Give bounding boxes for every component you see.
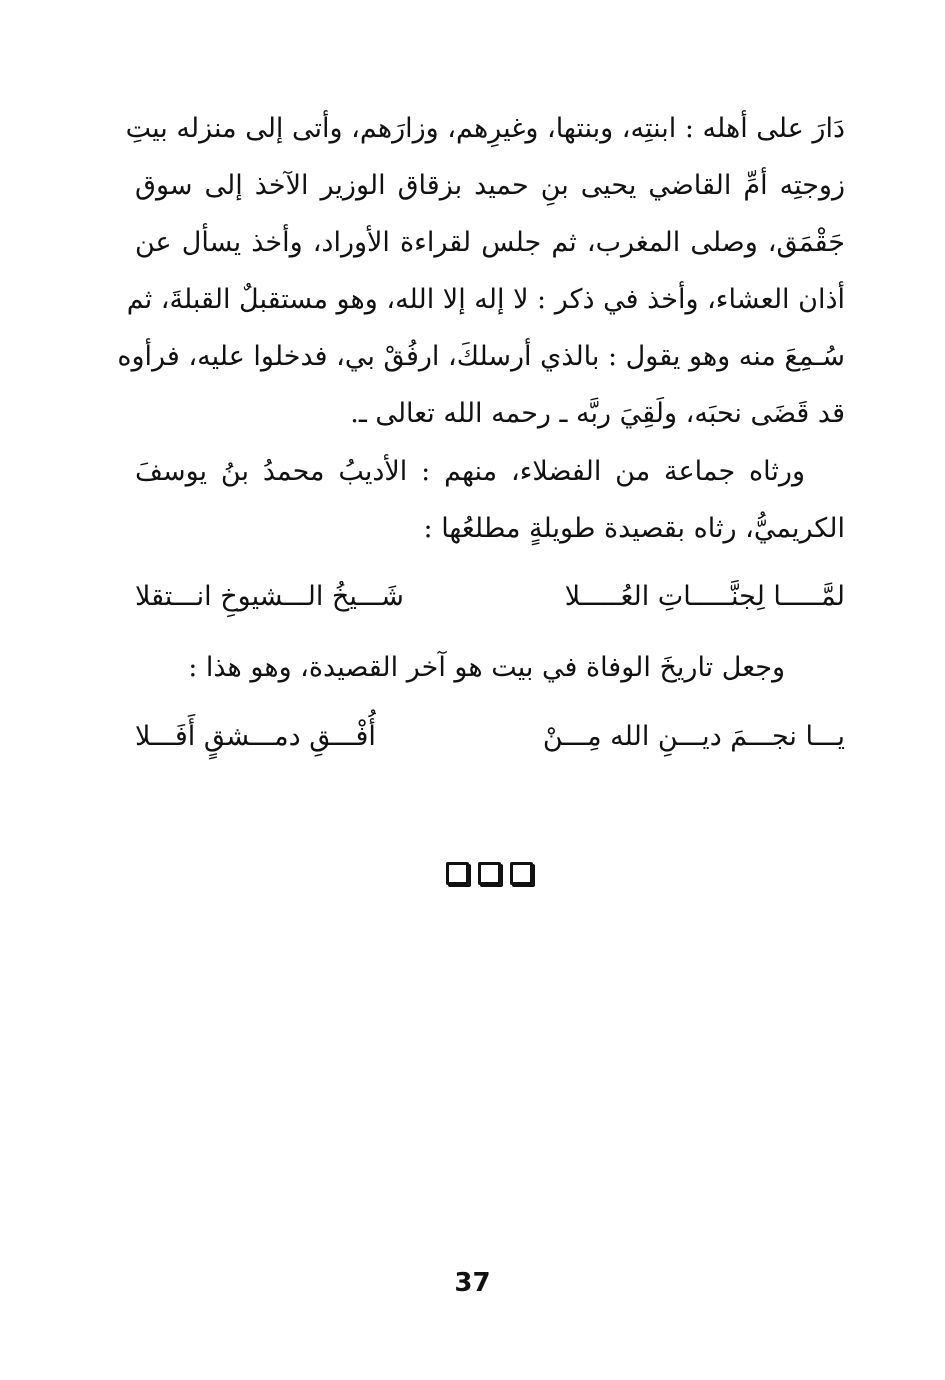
paragraph-death-account [117,100,845,442]
paragraph-elegy-intro [135,443,845,557]
text-line: الكريميُّ، رثاه بقصيدة طويلةٍ مطلعُها : [423,513,845,544]
verse-second-hemistich: أُفْـــقِ دمـــشقٍ أَفَـــلا [135,721,376,752]
square-ornament-icon [510,862,533,885]
verse-first-hemistich: يـــا نجـــمَ ديـــنِ الله مِـــنْ [542,721,845,752]
poem-verse-opening [135,572,845,622]
text-line: سُـمِعَ منه وهو يقول : بالذي أرسلكَ، ارفُقْ بي، فدخلوا عليه، فرأوه [117,341,845,372]
date-verse-intro: وجعل تاريخَ الوفاة في بيت هو آخر القصيدة، وهو هذا : [188,652,785,683]
square-ornament-icon [446,862,469,885]
verse-second-hemistich: شَـــيخُ الـــشيوخِ انـــتقلا [135,581,404,612]
text-line: ورثاه جماعة من الفضلاء، منهم : الأديبُ محمدُ بنُ يوسفَ [135,456,805,487]
square-ornament-icon [478,862,501,885]
page-number: 37 [454,1268,491,1298]
text-line: دَارَ على أهله : ابنتِه، وبنتها، وغيرِهم، وزارَهم، وأتى إلى منزله بيتِ [125,113,845,144]
text-line: قد قَضَى نحبَه، ولَقِيَ ربَّه ـ رحمه الله تعالى ـ. [350,398,845,429]
verse-first-hemistich: لمَّـــــا لِجنَّـــــاتِ العُـــــلا [564,581,845,612]
text-line: أذان العشاء، وأخذ في ذكر : لا إله إلا الله، وهو مستقبلٌ القبلةَ، ثم [126,284,845,315]
section-divider-ornament [446,862,538,886]
poem-verse-date [135,712,845,762]
text-line: جَقْمَق، وصلى المغرب، ثم جلس لقراءة الأوراد، وأخذ يسأل عن [135,227,845,258]
text-line: زوجتِه أمِّ القاضي يحيى بنِ حميد بزقاق الوزير الآخذ إلى سوق [135,170,845,201]
